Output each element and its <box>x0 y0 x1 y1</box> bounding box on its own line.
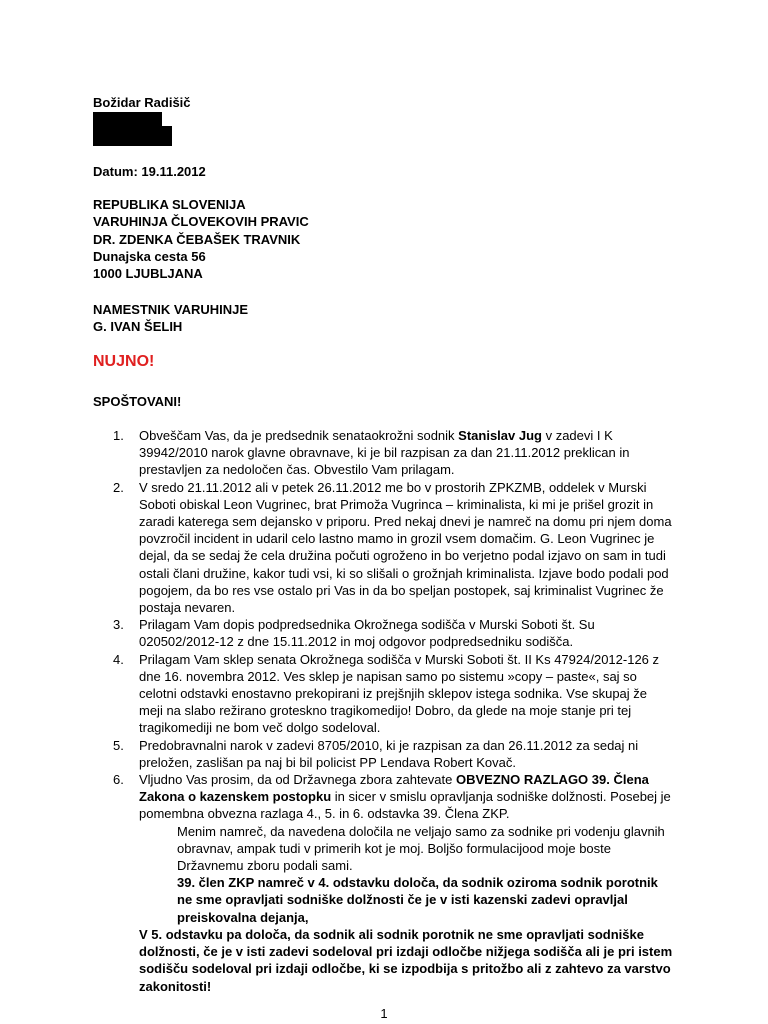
item-number: 1. <box>113 428 124 443</box>
date-line: Datum: 19.11.2012 <box>93 164 206 179</box>
list-item <box>93 771 673 995</box>
item-paragraph: V 5. odstavku pa določa, da sodnik ali sodnik porotnik ne sme opravljati sodniške dolžnosti, če je v isti zadevi sodeloval pri izdaji odločbe nižjega sodišča ali je pri istem sodišču sodeloval pri izdaji odločbe, ki se izpodbija s pritožbo ali z zahtevo za varstvo zakonitosti! <box>139 926 673 994</box>
recipient-line: DR. ZDENKA ČEBAŠEK TRAVNIK <box>93 232 301 247</box>
list-item <box>93 427 673 479</box>
redaction-notch <box>162 112 172 126</box>
item-number: 6. <box>113 772 124 788</box>
list-item <box>93 479 673 617</box>
item-text: V sredo 21.11.2012 ali v petek 26.11.2012 me bo v prostorih ZPKZMB, oddelek v Murski Soboti obiskal Leon Vugrinec, brat Primoža Vugrinca – kriminalista, ki mi je prišel grozit in zaradi katerega sem dejansko v priporu. Pred nekaj dnevi je namreč na domu pri njem doma povzročil incident in udaril celo lastno mamo in grozil vsem domačim. G. Leon Vugrinec je dejal, da se sedaj že cela družina počuti ogroženo in bo verjetno podal izjavo on sam in tudi ostali člani družine, kakor tudi vsi, ki so slišali o grožnjah kriminalista. Izjave bodo podali pod pogojem, da bo res vse ostalo pri Vas in da bo speljan postopek, saj kriminalist Vugrinec že postaja nevaren. <box>139 479 672 616</box>
item-text <box>139 771 673 823</box>
sender-name: Božidar Radišič <box>93 95 191 110</box>
item-text: Prilagam Vam sklep senata Okrožnega sodišča v Murski Soboti št. II Ks 47924/2012-126 z dne 16. novembra 2012. Ves sklep je napisan samo po sistemu »copy – paste«, saj so celotni odstavki enostavno prekopirani iz prejšnjih sklepov istega sodnika. Vse skupaj že meji na slabo režirano groteskno tragikomedijo! Dobro, da glede na moje stanje pri tej tragikomediji ne bom več dolgo sodeloval. <box>139 651 660 736</box>
deputy-line: G. IVAN ŠELIH <box>93 319 183 334</box>
item-paragraph: 39. člen ZKP namreč v 4. odstavku določa, da sodnik oziroma sodnik porotnik ne sme opravljati sodniške dolžnosti če je v isti kazenski zadevi opravljal preiskovalna dejanja, <box>177 875 658 925</box>
page-number: 1 <box>380 1006 388 1021</box>
salutation: SPOŠTOVANI! <box>93 394 182 409</box>
item-number: 3. <box>113 617 124 633</box>
emphasis-text: OBVEZNO RAZLAGO 39. Člena Zakona o kazenskem postopku <box>139 772 649 805</box>
item-paragraph: Menim namreč, da navedena določila ne veljajo samo za sodnike pri vodenju glavnih obravnav, ampak tudi v primerih kot je moj. Boljšo formulacijood moje boste Državnemu zboru podali sami. <box>177 823 665 874</box>
recipient-line: VARUHINJA ČLOVEKOVIH PRAVIC <box>93 214 309 229</box>
judge-name: Stanislav Jug <box>458 428 542 443</box>
item-text-part: in sicer v smislu opravljanja sodniške dolžnosti. Posebej je pomembna obvezna razlaga 4., 5. in 6. odstavka 39. Člena ZKP. <box>139 789 671 822</box>
recipient-line: 1000 LJUBLJANA <box>93 266 203 281</box>
item-text-part: v zadevi I K 39942/2010 narok glavne obravnave, ki je bil razpisan za dan 21.11.2012 preklican in prestavljen za nedoločen čas. Obvestilo Vam prilagam. <box>139 428 630 478</box>
list-item <box>93 737 673 771</box>
numbered-list <box>93 427 673 995</box>
list-item <box>93 616 673 650</box>
item-number: 4. <box>113 651 124 667</box>
item-text-part: Vljudno Vas prosim, da od Državnega zbora zahtevate <box>139 772 456 788</box>
list-item <box>93 651 673 737</box>
redaction-block <box>93 112 172 146</box>
item-number: 2. <box>113 479 124 495</box>
item-text: Prilagam Vam dopis podpredsednika Okrožnega sodišča v Murski Soboti št. Su 020502/2012-12 z dne 15.11.2012 in moj odgovor podpredsedniku sodišča. <box>139 617 595 650</box>
urgent-label: NUJNO! <box>93 353 155 370</box>
item-text <box>139 427 673 479</box>
item-text-part: Obveščam Vas, da je predsednik senataokrožni sodnik <box>139 428 459 443</box>
item-number: 5. <box>113 737 124 753</box>
recipient-line: REPUBLIKA SLOVENIJA <box>93 197 246 212</box>
recipient-line: Dunajska cesta 56 <box>93 249 206 264</box>
item-text: Predobravnalni narok v zadevi 8705/2010, ki je razpisan za dan 26.11.2012 za sedaj ni preložen, zaslišan pa naj bi bil policist PP Lendava Robert Kovač. <box>139 737 639 770</box>
deputy-line: NAMESTNIK VARUHINJE <box>93 302 249 317</box>
